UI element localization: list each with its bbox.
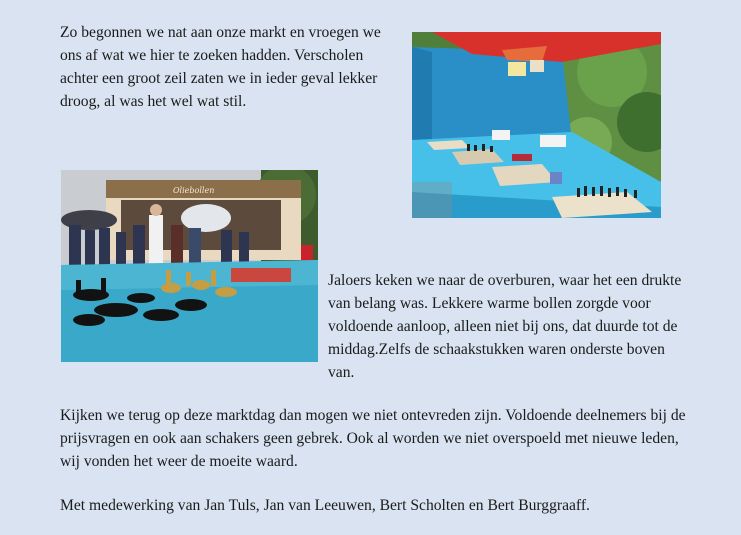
- reflection-paragraph: Kijken we terug op deze marktdag dan mogen we niet ontevreden zijn. Voldoende deelnemers bij de prijsvragen en ook aan schakers geen gebrek. Ook al worden we niet overspoeld met nieuwe leden, wij vonden het weer de moeite waard.: [60, 407, 686, 470]
- intro-paragraph: Zo begonnen we nat aan onze markt en vroegen we ons af wat we hier te zoeken hadden. Verscholen achter een groot zeil zaten we in ieder geval lekker droog, al was het wel wat stil.: [60, 24, 381, 110]
- stall-sign: Oliebollen: [173, 186, 215, 195]
- credits-paragraph: Met medewerking van Jan Tuls, Jan van Leeuwen, Bert Scholten en Bert Burggraaff.: [60, 497, 590, 514]
- chess-tent-photo: [412, 32, 661, 218]
- market-chess-pieces-photo: [61, 170, 318, 362]
- neighbours-paragraph: Jaloers keken we naar de overburen, waar het een drukte van belang was. Lekkere warme bollen zorgde voor voldoende aanloop, alleen niet bij ons, dat duurde tot de middag.Zelfs de schaakstukken waren onderste boven van.: [328, 272, 682, 381]
